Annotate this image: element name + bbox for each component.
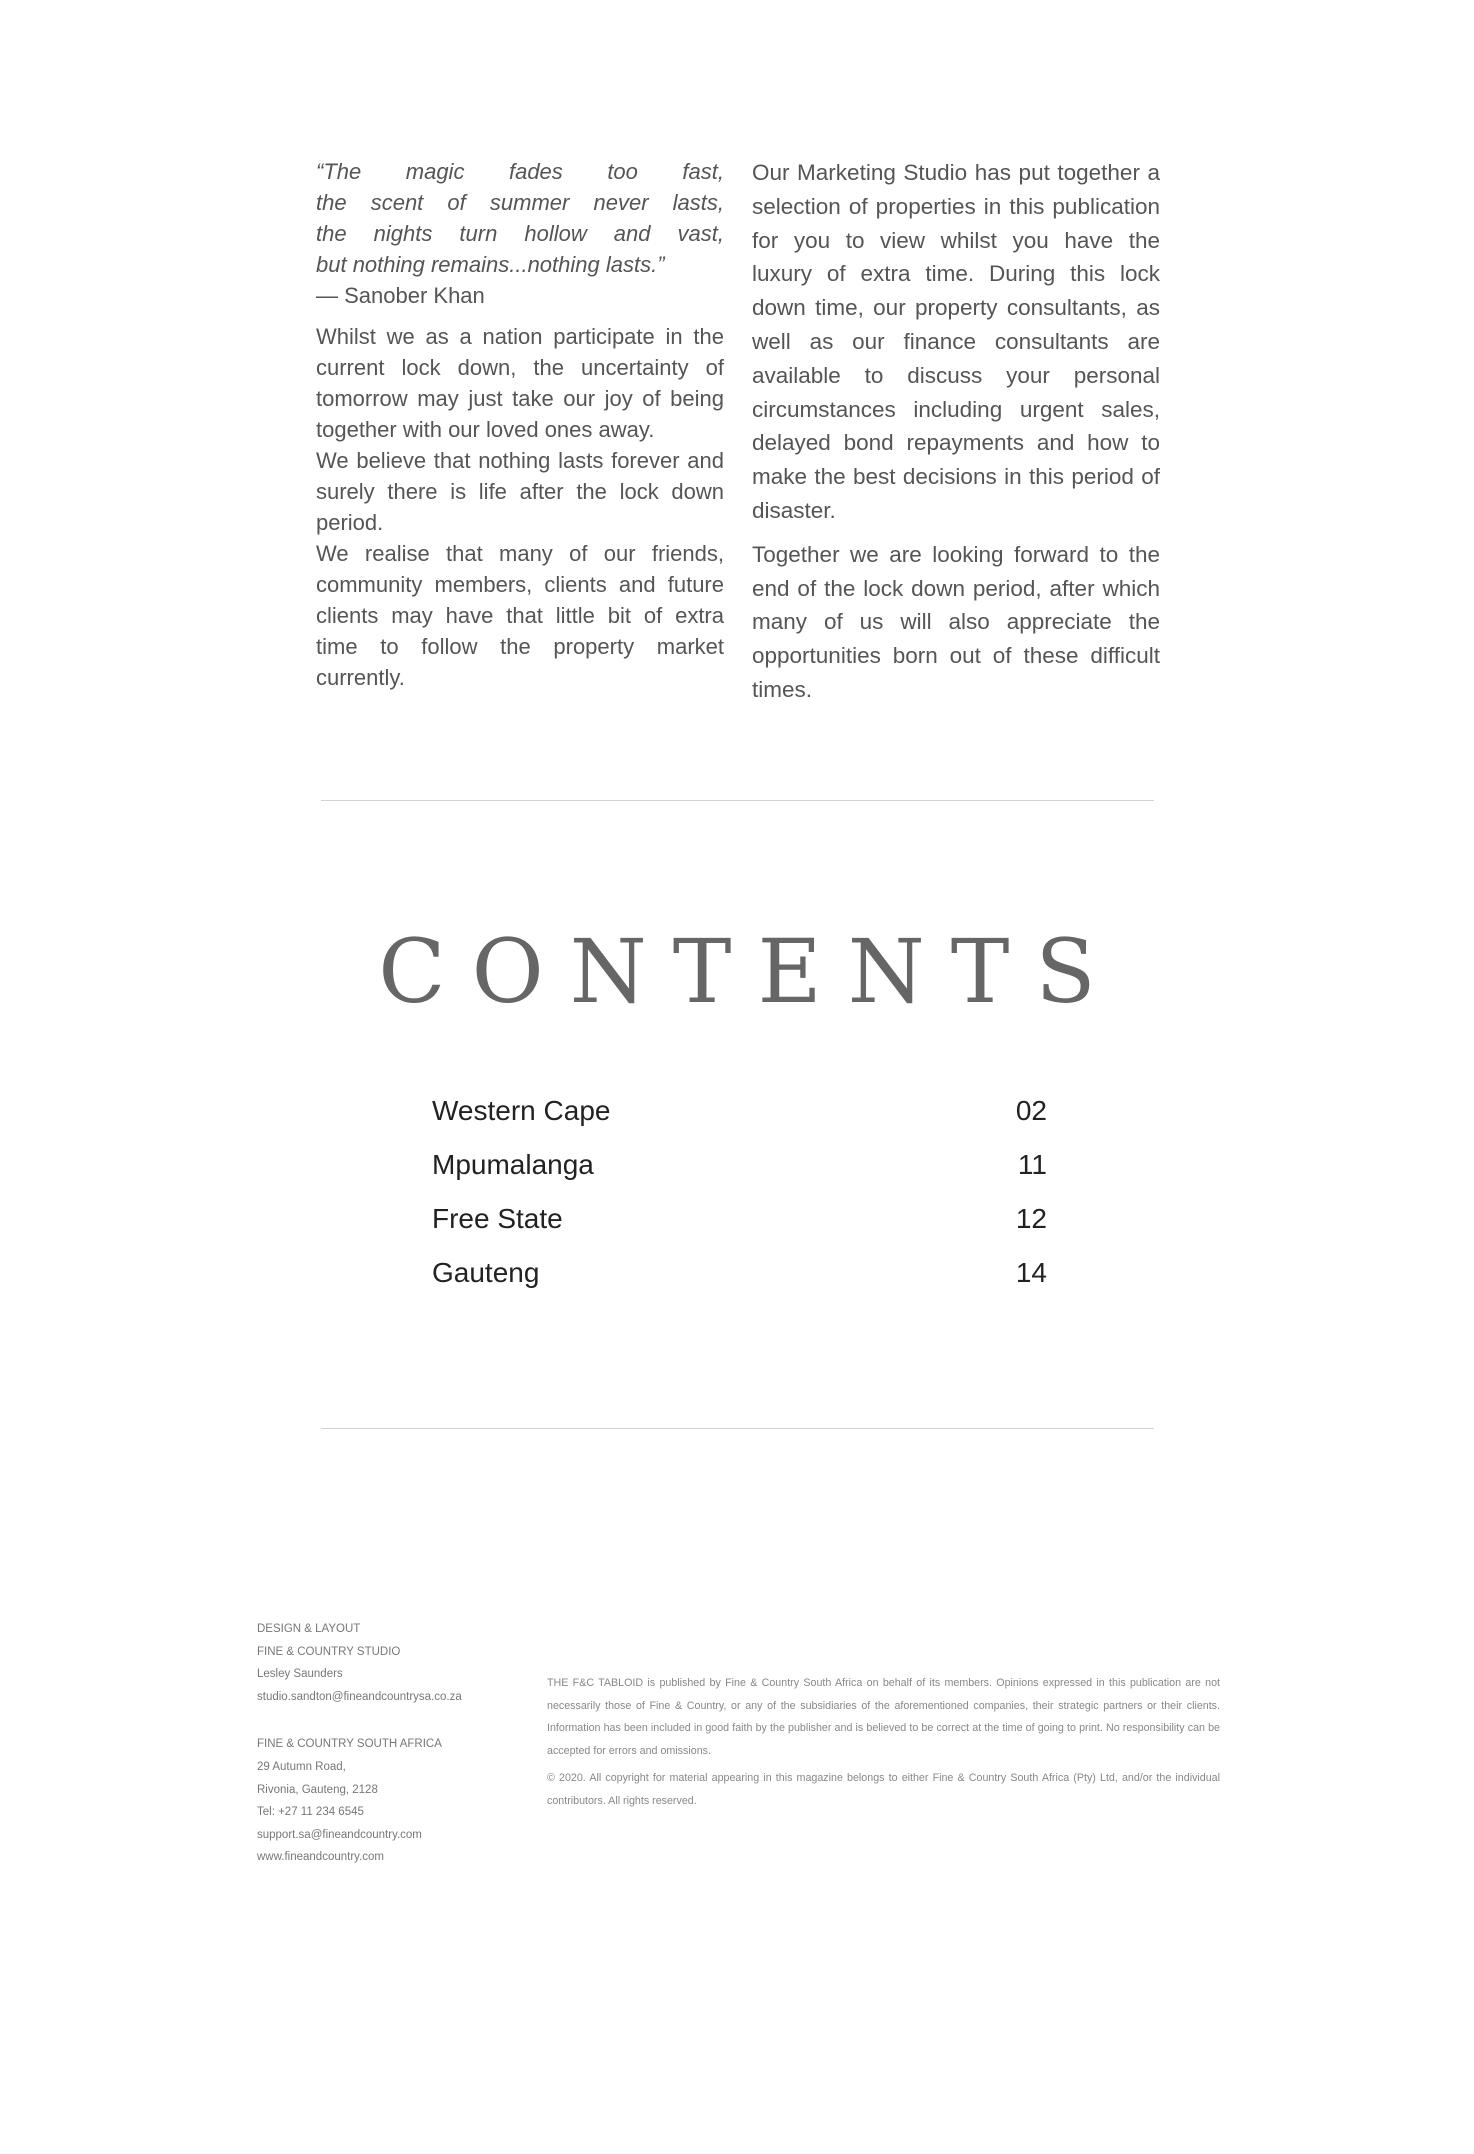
quote-author: — Sanober Khan [316,283,485,308]
quote-line: the scent of summer never lasts, [316,190,724,215]
copyright-text: © 2020. All copyright for material appearing in this magazine belongs to either Fine & Country South Africa (Pty) Ltd, and/or the individual contributors. All rights reserved. [547,1772,1220,1807]
divider [321,1428,1154,1429]
address-line: 29 Autumn Road, [257,1760,346,1773]
support-email[interactable]: support.sa@fineandcountry.com [257,1828,422,1841]
address-line: Rivonia, Gauteng, 2128 [257,1783,378,1796]
intro-left-column [316,156,724,693]
telephone: Tel: +27 11 234 6545 [257,1806,364,1819]
divider [321,800,1154,801]
website-link[interactable]: www.fineandcountry.com [257,1851,384,1864]
contents-item-name: Western Cape [432,1095,611,1126]
contents-item[interactable] [432,1149,1047,1203]
design-heading: DESIGN & LAYOUT [257,1623,361,1635]
contents-item-page: 02 [1015,1095,1047,1126]
legal-block [547,1672,1220,1813]
contents-list [432,1095,1047,1311]
spacer [257,1708,517,1733]
intro-paragraph: We realise that many of our friends, community members, clients and future clients may have that little bit of extra time to follow the property market currently. [316,541,724,690]
contents-item[interactable] [432,1203,1047,1257]
contents-item[interactable] [432,1257,1047,1311]
quote-line: but nothing remains...nothing lasts.” [316,252,665,277]
contents-item[interactable] [432,1095,1047,1149]
contents-item-page: 12 [1015,1203,1047,1234]
contents-item-page: 11 [1017,1149,1047,1180]
intro-right-column [752,156,1160,707]
contents-item-name: Gauteng [432,1257,540,1288]
contents-title: CONTENTS [378,920,1122,1023]
credits-block [257,1618,517,1869]
intro-paragraph: We believe that nothing lasts forever and surely there is life after the lock down period. [316,448,724,535]
designer-name: Lesley Saunders [257,1668,343,1681]
company-name: FINE & COUNTRY SOUTH AFRICA [257,1738,442,1751]
studio-email[interactable]: studio.sandton@fineandcountrysa.co.za [257,1690,462,1703]
contents-item-page: 14 [1015,1257,1047,1288]
intro-paragraph: Our Marketing Studio has put together a selection of properties in this publication for you to view whilst you have the luxury of extra time. During this lock down time, our property consultants, as well as our finance consultants are available to discuss your personal circumstances including urgent sales, delayed bond repayments and how to make the best decisions in this period of disaster. [752,160,1160,523]
intro-quote [316,156,724,280]
quote-line: the nights turn hollow and vast, [316,221,724,246]
intro-paragraph: Together we are looking forward to the end of the lock down period, after which many of us will also appreciate the opportunities born out of these difficult times. [752,541,1160,702]
contents-item-name: Mpumalanga [432,1149,594,1180]
contents-item-name: Free State [432,1203,563,1234]
quote-line: “The magic fades too fast, [316,159,724,184]
studio-name: FINE & COUNTRY STUDIO [257,1645,401,1658]
disclaimer-text: THE F&C TABLOID is published by Fine & Country South Africa on behalf of its members. Opinions expressed in this publication are not necessarily those of Fine & Country, or any of the subsidiaries of the aforementioned companies, their strategic partners or their clients. Information has been included in good faith by the publisher and is believed to be correct at the time of going to print. No responsibility can be accepted for errors and omissions. [547,1677,1220,1757]
intro-paragraph: Whilst we as a nation participate in the current lock down, the uncertainty of tomorrow may just take our joy of being together with our loved ones away. [316,324,724,442]
